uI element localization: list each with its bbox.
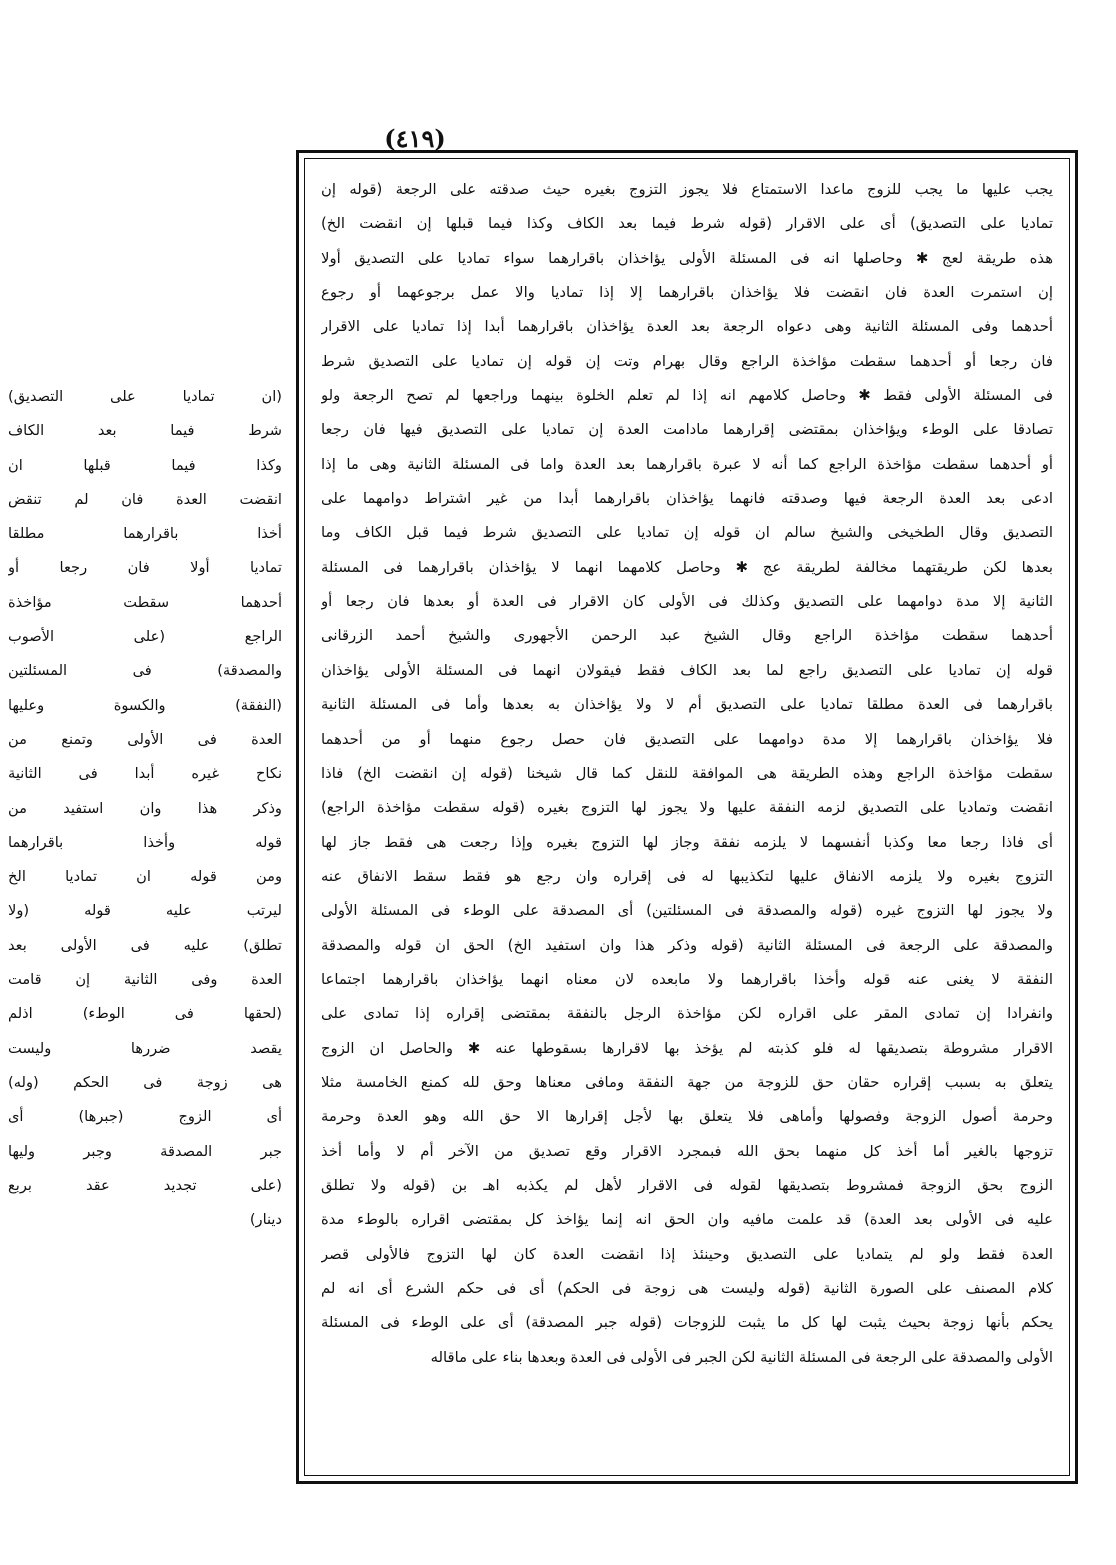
main-text-line: هذه طريقة لعج ✱ وحاصلها انه فى المسئلة الأولى يؤاخذان باقرارهما سواء تماديا على التصديق أولا [321, 249, 1053, 267]
main-text-line: فان رجعا أو أحدهما سقطت مؤاخذة الراجع وقال بهرام وتت إن قوله إن تماديا على التصديق شرط [321, 352, 1053, 370]
main-text-line: تماديا على التصديق) أى على الاقرار (قوله شرط فيما بعد الكاف وكذا فيما قبلها إن انقضت الخ) [321, 215, 1053, 233]
margin-text-line: تماديا أولا فان رجعا أو [8, 559, 282, 577]
main-text-line: أى فاذا رجعا معا وكذبا أنفسهما لا يلزمه نفقة وجاز لها التزوج بغيره وإذا رجعت هى فقط جاز لها [321, 833, 1053, 851]
margin-text-line: العدة وفى الثانية إن قامت [8, 971, 282, 989]
margin-text-line: الراجع (على الأصوب [8, 628, 282, 646]
margin-text-line: ليرتب عليه قوله (ولا [8, 902, 282, 920]
main-text-line: ادعى بعد العدة الرجعة فيها وصدقته فانهما يؤاخذان باقرارهما أبدا من غير اشتراط دوامهما على [321, 490, 1053, 508]
main-text-line: فلا يؤاخذان باقرارهما إلا مدة دوامهما على التصديق فان حصل رجوع منهما أو من أحدهما [321, 730, 1053, 748]
main-text-line: يحكم بأنها زوجة بحيث يثبت لها كل ما يثبت للزوجات (قوله جبر المصدقة) أى على الوطء فى المسئلة [321, 1314, 1053, 1332]
main-text-line: بعدها لكن طريقتهما مخالفة لطريقة عج ✱ وحاصل كلامهما انهما لا يؤاخذان باقرارهما فى المسئلة [321, 558, 1053, 576]
margin-text-line: تطلق) عليه فى الأولى بعد [8, 936, 282, 954]
margin-text-line: أخذا باقرارهما مطلقا [8, 525, 282, 543]
main-text-line: النفقة لا يغنى عنه قوله وأخذا باقرارهما ولا مابعده لان معناه انهما يؤاخذان باقرارهما اجتماعا [321, 970, 1053, 988]
main-text-line: أحدهما سقطت مؤاخذة الراجع وقال الشيخ عبد الرحمن الأجهورى والشيخ أحمد الزرقانى [321, 627, 1053, 645]
main-text-line: تصادقا على الوطء ويؤاخذان بمقتضى إقرارهما مادامت العدة إن تماديا على التصديق فيها فان رجعا [321, 421, 1053, 439]
margin-text-line: قوله وأخذا باقرارهما [8, 833, 282, 851]
margin-text-line: وذكر هذا وان استفيد من [8, 799, 282, 817]
main-text-line: التزوج بغيره ولا يلزمه الانفاق عليها لتكذيبها له فى إقراره وان رجع هو فقط سقط الانفاق عنه [321, 867, 1053, 885]
main-text-line: إن استمرت العدة فان انقضت فلا يؤاخذان باقرارهما إلا إذا تماديا والا عمل برجوعهما أو رجوع [321, 284, 1053, 302]
main-text-line: الثانية إلا مدة دوامهما على التصديق وكذلك فى الأولى كان الاقرار فى العدة أو بعدها فان رجعا أو [321, 593, 1053, 611]
margin-text-line: دينار) [249, 1211, 282, 1229]
main-text-line: أو أحدهما سقطت مؤاخذة الراجع كما أنه لا عبرة باقرارهما بعد العدة واما فى المسئلة الثانية وهى ما إذا [321, 455, 1053, 473]
margin-text-line: شرط فيما بعد الكاف [8, 422, 282, 440]
margin-matn-text [8, 380, 282, 1237]
main-text-line: انقضت وتماديا على التصديق لزمه النفقة عليها ولا يجوز لها التزوج بغيره (قوله سقطت مؤاخذة الراجع) [321, 799, 1053, 817]
main-text-line: تزوجها بالغير أما أخذ كل منهما بحق الله فبمجرد الاقرار وقع تصديق من الآخر أم لا وأما أخذ [321, 1142, 1053, 1160]
main-text-line: باقرارهما فى العدة مطلقا تماديا على التصديق أم لا ولا يؤاخذان به بعدها وأما فى المسئلة الثانية [321, 696, 1053, 714]
margin-text-line: هى زوجة فى الحكم (وله) [8, 1073, 282, 1091]
margin-text-line: العدة فى الأولى وتمنع من [8, 730, 282, 748]
main-text-line: الزوج بحق الزوجة فمشروط بتصديقها لقوله فى الاقرار لأهل لم يكذبه اهـ بن (قوله ولا تطلق [321, 1176, 1053, 1194]
main-text-frame [296, 150, 1078, 1484]
margin-text-line: (النفقة) والكسوة وعليها [8, 696, 282, 714]
main-text-line: الاقرار مشروطة بتصديقها له فلو كذبته لم يؤخذ بها لاقرارها بسقوطها عنه ✱ والحاصل ان الزوج [321, 1039, 1053, 1057]
margin-text-line: جبر المصدقة وجبر وليها [8, 1142, 282, 1160]
main-text-line: يتعلق به بسبب إقراره حقان حق للزوجة من جهة النفقة ومافى معناها وحق لله كمنع الخامسة مثلا [321, 1073, 1053, 1091]
main-text-line: قوله إن تماديا على التصديق راجع لما بعد الكاف فقط فيقولان انهما فى المسئلة الأولى يؤاخذان [321, 661, 1053, 679]
main-commentary-text [321, 173, 1053, 1467]
main-text-line: التصديق وقال الطخيخى والشيخ سالم ان قوله إن تماديا على التصديق شرط فيما قبل الكاف وما [321, 524, 1053, 542]
margin-text-line: أى الزوج (جبرها) أى [8, 1108, 282, 1126]
page-number: (٤١٩) [384, 124, 446, 153]
margin-text-line: والمصدقة) فى المسئلتين [8, 662, 282, 680]
margin-text-line: أحدهما سقطت مؤاخذة [8, 593, 282, 611]
main-text-line: وانفرادا إن تمادى المقر على اقراره لكن مؤاخذة الرجل بالنفقة بمقتضى إقراره إذا تمادى على [321, 1005, 1053, 1023]
main-text-line: كلام المصنف على الصورة الثانية (قوله وليست هى زوجة فى الحكم) أى فى حكم الشرع أى انه لم [321, 1280, 1053, 1297]
main-text-line: أحدهما وفى المسئلة الثانية وهى دعواه الرجعة بعد العدة يؤاخذان باقرارهما أبدا إذا تماديا على الاقرار [321, 318, 1053, 336]
main-text-line: الأولى والمصدقة على الرجعة فى المسئلة الثانية لكن الجبر فى الأولى فى العدة وبعدها بناء على ماقاله [430, 1348, 1053, 1366]
margin-text-line: وكذا فيما قبلها ان [8, 456, 282, 474]
main-text-line: وحرمة أصول الزوجة وفصولها وأماهى فلا يتعلق بها لأجل إقرارها الا حق الله وهو العدة وحرمة [321, 1108, 1053, 1126]
margin-text-line: ومن قوله ان تماديا الخ [8, 868, 282, 886]
margin-text-line: (على تجديد عقد بربع [8, 1176, 282, 1194]
margin-text-line: (ان تماديا على التصديق) [8, 388, 282, 405]
main-text-line: يجب عليها ما يجب للزوج ماعدا الاستمتاع فلا يجوز التزوج بغيره حيث صدقته على الرجعة (قوله إن [321, 181, 1053, 198]
margin-text-line: نكاح غيره أبدا فى الثانية [8, 765, 282, 783]
margin-text-line: (لحقها فى الوطء) اذلم [8, 1005, 282, 1023]
margin-text-line: يقصد ضررها وليست [8, 1039, 282, 1057]
main-text-line: فى المسئلة الأولى فقط ✱ وحاصل كلامهم انه إذا لم تعلم الخلوة بينهما وراجعها لم تصح الرجعة ولو [321, 387, 1053, 405]
main-text-line: سقطت مؤاخذة الراجع وهذه الطريقة هى الموافقة للنقل كما قال شيخنا (قوله إن انقضت الخ) فاذا [321, 764, 1053, 782]
main-text-line: عليه فى الأولى بعد العدة) قد علمت مافيه وان الحق انه إنما يؤاخذ كل بمقتضى اقراره بالوطء مدة [321, 1211, 1053, 1229]
main-text-line: والمصدقة على الرجعة فى المسئلة الثانية (قوله وذكر هذا وان استفيد الخ) الحق ان قوله والمصدقة [321, 936, 1053, 954]
margin-text-line: انقضت العدة فان لم تنقض [8, 490, 282, 508]
main-text-line: ولا يجوز لها التزوج غيره (قوله والمصدقة فى المسئلتين) أى المصدقة على الوطء فى المسئلة الأولى [321, 902, 1053, 920]
main-text-line: العدة فقط ولو لم يتماديا على التصديق وحينئذ إذا انقضت العدة كان لها التزوج فالأولى قصر [321, 1245, 1053, 1263]
